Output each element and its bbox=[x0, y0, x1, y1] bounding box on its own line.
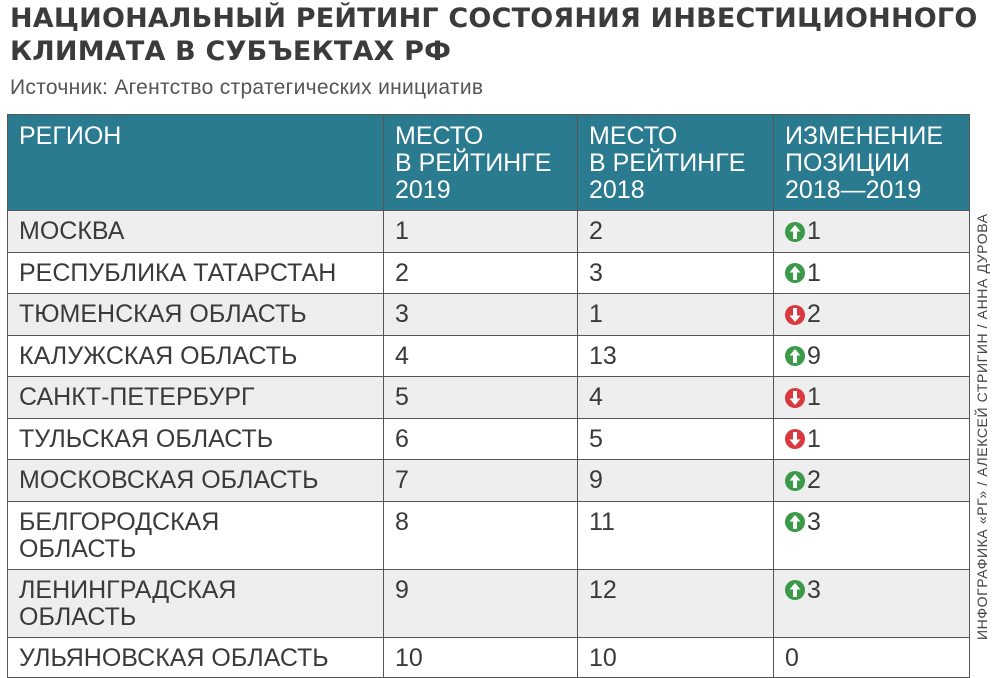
change-indicator bbox=[785, 218, 821, 245]
chart-title-line1: НАЦИОНАЛЬНЫЙ РЕЙТИНГ СОСТОЯНИЯ ИНВЕСТИЦИОННОГО bbox=[10, 3, 978, 34]
table-row bbox=[8, 637, 970, 677]
region-cell bbox=[8, 460, 384, 502]
change-indicator bbox=[785, 645, 799, 672]
table-body bbox=[8, 211, 970, 678]
rank-2018-cell: 10 bbox=[578, 637, 774, 677]
change-indicator bbox=[785, 384, 821, 411]
region-name: ТУЛЬСКАЯ ОБЛАСТЬ bbox=[19, 424, 274, 453]
change-value: 3 bbox=[807, 575, 821, 604]
rank-2018-cell: 9 bbox=[578, 460, 774, 502]
arrow-up-icon bbox=[785, 512, 805, 532]
change-cell bbox=[774, 252, 970, 294]
region-cell bbox=[8, 501, 384, 569]
rank-2018-cell: 4 bbox=[578, 377, 774, 419]
change-value: 9 bbox=[807, 341, 821, 370]
arrow-up-icon bbox=[785, 346, 805, 366]
change-cell bbox=[774, 294, 970, 336]
region-name: МОСКВА bbox=[19, 217, 125, 245]
rank-2019-cell: 2 bbox=[384, 252, 578, 294]
change-cell bbox=[774, 335, 970, 377]
table-row bbox=[8, 377, 970, 419]
rank-2019-cell: 4 bbox=[384, 335, 578, 377]
column-header-change bbox=[774, 115, 970, 211]
change-cell bbox=[774, 211, 970, 253]
column-header-rank-2018 bbox=[578, 115, 774, 211]
rank-2018-cell: 12 bbox=[578, 569, 774, 637]
column-header-text: РЕГИОН bbox=[19, 122, 122, 150]
change-cell bbox=[774, 460, 970, 502]
arrow-up-icon bbox=[785, 263, 805, 283]
table-header-row bbox=[8, 115, 970, 211]
change-indicator bbox=[785, 577, 821, 604]
column-header-region bbox=[8, 115, 384, 211]
arrow-up-icon bbox=[785, 580, 805, 600]
column-header-text: МЕСТО bbox=[395, 122, 484, 150]
arrow-down-icon bbox=[785, 305, 805, 325]
table-row bbox=[8, 252, 970, 294]
region-cell bbox=[8, 252, 384, 294]
change-value: 1 bbox=[807, 424, 821, 453]
infographic-credit: ИНФОГРАФИКА «РГ» / АЛЕКСЕЙ СТРИГИН / АННА ДУРОВА bbox=[974, 213, 990, 640]
rank-2018-cell: 2 bbox=[578, 211, 774, 253]
rank-2019-cell: 1 bbox=[384, 211, 578, 253]
change-indicator bbox=[785, 509, 821, 536]
table-row bbox=[8, 294, 970, 336]
column-header-rank-2019 bbox=[384, 115, 578, 211]
rank-2018-cell: 1 bbox=[578, 294, 774, 336]
rank-2019-cell: 10 bbox=[384, 637, 578, 677]
column-header-text: 2018 bbox=[589, 176, 645, 204]
region-cell bbox=[8, 294, 384, 336]
arrow-up-icon bbox=[785, 222, 805, 242]
region-name: БЕЛГОРОДСКАЯ bbox=[19, 507, 220, 536]
change-value: 2 bbox=[807, 300, 821, 328]
column-header-text: В РЕЙТИНГЕ bbox=[589, 149, 746, 177]
change-value: 2 bbox=[807, 466, 821, 494]
rank-2019-cell: 6 bbox=[384, 418, 578, 460]
table-row bbox=[8, 501, 970, 569]
region-cell bbox=[8, 418, 384, 460]
change-cell bbox=[774, 501, 970, 569]
arrow-up-icon bbox=[785, 471, 805, 491]
change-indicator bbox=[785, 260, 821, 287]
rating-table bbox=[7, 114, 970, 678]
region-cell bbox=[8, 211, 384, 253]
rank-2018-cell: 11 bbox=[578, 501, 774, 569]
region-cell bbox=[8, 335, 384, 377]
region-name: ЛЕНИНГРАДСКАЯ bbox=[19, 575, 237, 604]
column-header-text: ПОЗИЦИИ bbox=[785, 149, 910, 177]
column-header-text: В РЕЙТИНГЕ bbox=[395, 149, 552, 177]
region-name: МОСКОВСКАЯ ОБЛАСТЬ bbox=[19, 466, 319, 494]
change-cell bbox=[774, 418, 970, 460]
change-cell bbox=[774, 637, 970, 677]
change-value: 1 bbox=[807, 258, 821, 287]
region-name: КАЛУЖСКАЯ ОБЛАСТЬ bbox=[19, 341, 298, 370]
region-cell bbox=[8, 637, 384, 677]
region-name-line2: ОБЛАСТЬ bbox=[19, 534, 137, 563]
change-cell bbox=[774, 377, 970, 419]
change-indicator bbox=[785, 467, 821, 494]
source-note: Источник: Агентство стратегических инициатив bbox=[10, 76, 484, 99]
column-header-text: 2018—2019 bbox=[785, 176, 922, 204]
table-row bbox=[8, 335, 970, 377]
region-name-line2: ОБЛАСТЬ bbox=[19, 602, 137, 631]
change-value: 1 bbox=[807, 383, 821, 411]
region-name: САНКТ-ПЕТЕРБУРГ bbox=[19, 383, 255, 411]
region-name: УЛЬЯНОВСКАЯ ОБЛАСТЬ bbox=[19, 643, 329, 672]
rank-2018-cell: 13 bbox=[578, 335, 774, 377]
region-name: РЕСПУБЛИКА ТАТАРСТАН bbox=[19, 258, 337, 287]
table-row bbox=[8, 211, 970, 253]
chart-title bbox=[10, 2, 978, 68]
column-header-text: МЕСТО bbox=[589, 122, 678, 150]
rank-2019-cell: 5 bbox=[384, 377, 578, 419]
rank-2019-cell: 9 bbox=[384, 569, 578, 637]
region-name: ТЮМЕНСКАЯ ОБЛАСТЬ bbox=[19, 300, 307, 328]
change-indicator bbox=[785, 301, 821, 328]
rank-2019-cell: 3 bbox=[384, 294, 578, 336]
change-value: 1 bbox=[807, 217, 821, 245]
change-indicator bbox=[785, 343, 821, 370]
change-indicator bbox=[785, 426, 821, 453]
chart-title-line2: КЛИМАТА В СУБЪЕКТАХ РФ bbox=[10, 36, 452, 67]
change-value: 3 bbox=[807, 507, 821, 536]
rank-2018-cell: 3 bbox=[578, 252, 774, 294]
column-header-text: ИЗМЕНЕНИЕ bbox=[785, 122, 943, 150]
arrow-down-icon bbox=[785, 429, 805, 449]
table-row bbox=[8, 418, 970, 460]
table-row bbox=[8, 460, 970, 502]
rank-2019-cell: 8 bbox=[384, 501, 578, 569]
rank-2019-cell: 7 bbox=[384, 460, 578, 502]
region-cell bbox=[8, 569, 384, 637]
table-row bbox=[8, 569, 970, 637]
region-cell bbox=[8, 377, 384, 419]
arrow-down-icon bbox=[785, 388, 805, 408]
rank-2018-cell: 5 bbox=[578, 418, 774, 460]
column-header-text: 2019 bbox=[395, 176, 451, 204]
change-cell bbox=[774, 569, 970, 637]
change-value: 0 bbox=[785, 643, 799, 672]
